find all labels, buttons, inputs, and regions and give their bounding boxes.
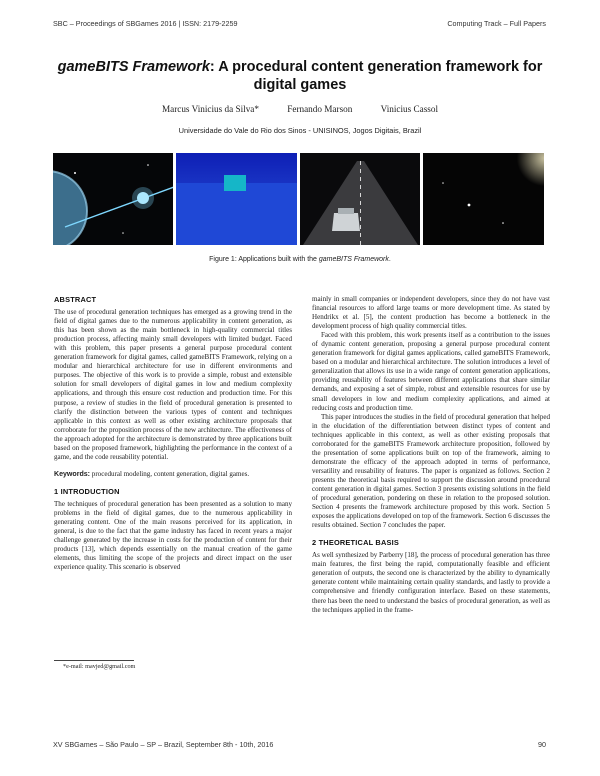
caption-emphasis: gameBITS Framework	[318, 256, 389, 263]
footnote-rule	[54, 660, 134, 661]
caption-prefix: Figure 1: Applications built with the	[209, 256, 319, 263]
title-line-2: digital games	[253, 77, 347, 93]
figure-image-road	[300, 153, 420, 245]
title-emphasis: gameBITS Framework	[57, 59, 210, 75]
page-number: 90	[538, 740, 546, 749]
author-1: Marcus Vinicius da Silva*	[161, 104, 259, 114]
keywords-text: procedural modeling, content generation, digital games.	[91, 469, 250, 478]
figure-image-planet	[53, 153, 173, 245]
figure-image-sky	[176, 153, 296, 245]
left-column	[54, 295, 292, 572]
title-rest: : A procedural content generation framework for	[209, 59, 543, 75]
running-header-left: SBC – Proceedings of SBGames 2016 | ISSN: 2179-2259	[53, 19, 238, 28]
abstract-heading: ABSTRACT	[54, 295, 97, 304]
right-column	[312, 295, 550, 615]
affiliation: Universidade do Vale do Rio dos Sinos - UNISINOS, Jogos Digitais, Brazil	[178, 126, 422, 135]
right-paragraph-1: mainly in small companies or independent developers, since they do not have vast financial resources to afford large teams or more development time. As stated by Hendrikx et al. [5], the content production has become a bottleneck in the development process of high quality commercial titles.	[312, 295, 550, 331]
introduction-heading: 1 INTRODUCTION	[54, 486, 120, 496]
running-header-right: Computing Track – Full Papers	[447, 19, 546, 28]
paper-title	[40, 58, 560, 94]
theoretical-basis-heading: 2 THEORETICAL BASIS	[312, 538, 400, 548]
keywords-label: Keywords:	[54, 470, 91, 478]
keywords	[54, 470, 292, 479]
footer-left: XV SBGames – São Paulo – SP – Brazil, September 8th - 10th, 2016	[53, 740, 274, 749]
author-2: Fernando Marson	[287, 104, 353, 114]
right-paragraph-4: As well synthesized by Parberry [18], the process of procedural generation has three main features, the first being the rapid, computationally feasible and efficient generation of outputs, the second one is characterized by the ability to dynamically generate content while maintaining certain quality standards, and lastly to provide a comprehensive and friendly configuration interface. Based on these statements, there has been the need to understand the basics of procedural generation, as well as the techniques applied in the frame-	[312, 551, 550, 614]
right-paragraph-3: This paper introduces the studies in the field of procedural generation that helped in the elucidation of the differentiation between distinct types of content and techniques applicable in this context, as well as other existing proposals that corroborated for the gameBITS Framework architecture proposition, followed by the presentation of some applications built on top of the framework, aiming to demonstrate the efficacy of the approach adopted in terms of performance, versatility and reusability of features. The paper is organized as follows. Section 2 presents the theoretical basis required to support the discussion around procedural content generation in digital games. Section 3 presents existing solutions in the field of procedural generation, pondering on these in relation to the proposed solution. Section 4 presents the framework architecture proposed by this work. Section 5 exposes the applications developed on top of the framework. Section 6 discusses the results obtained. Section 7 concludes the paper.	[312, 412, 550, 530]
author-list	[0, 104, 600, 114]
figure-1	[53, 153, 544, 245]
footnote: *e-mail: mavjed@gmail.com	[63, 663, 136, 670]
abstract-text: The use of procedural generation techniques has emerged as a growing trend in the field of digital games due to the numerous applicability in content generation, as this has been shown as the main bottleneck in high-quality commercial titles production process, affecting mainly small developers with limited budget. Faced with this problem, this paper presents a general purpose procedural content generation framework for digital games, called gameBITS Framework, relying on a modular and hierarchical architecture for use in different environments and purposes. The objective of this work is to provide a simple, robust and extensible solution for small developers of digital games in low and medium complexity applications, and through this ensure cost reduction and production time. For this purpose, a review of studies in the field of procedural generation is presented to clarify the distinction between the various types of content and techniques applicable in this context as well as other existing architecture proposals that corroborate for the proposition process of the new architecture. The effectiveness of the approach adopted for the architecture is demonstrated by three applications built based on the proposed framework, highlighting the performance in the context of a game, and the code reusability potential.	[54, 308, 292, 461]
caption-suffix: .	[388, 256, 391, 263]
figure-image-space	[423, 153, 544, 245]
introduction-text: The techniques of procedural generation has been presented as a solution to many problems in the field of digital games, due to the numerous applicability in generating content. One of the main reasons perceived for its application, in general, is due to the fact that the game industry has faced in recent years a major challenge generated by the increase in costs for the production of content for their products [13], which depends essentially on the manual creation of the game elements, thus limiting the scope of the projects and direct impact on the user experience quality. This scenario is observed	[54, 499, 292, 572]
figure-caption	[0, 256, 600, 263]
author-3: Vinicius Cassol	[380, 104, 439, 114]
right-paragraph-2: Faced with this problem, this work presents itself as a contribution to the issues of dynamic content generation, proposing a general purpose procedural content generation framework for digital games applications, called gameBITS Framework, based on a modular and hierarchical architecture. The solution introduces a level of generalization that allows its use in a wide range of content generation applications, providing reusability of features between different applications that share similar demands, and exposing a set of simple, robust and extensible resources for use by small developers in low and medium complexity applications, and aimed at reducing costs and production time.	[312, 331, 550, 412]
